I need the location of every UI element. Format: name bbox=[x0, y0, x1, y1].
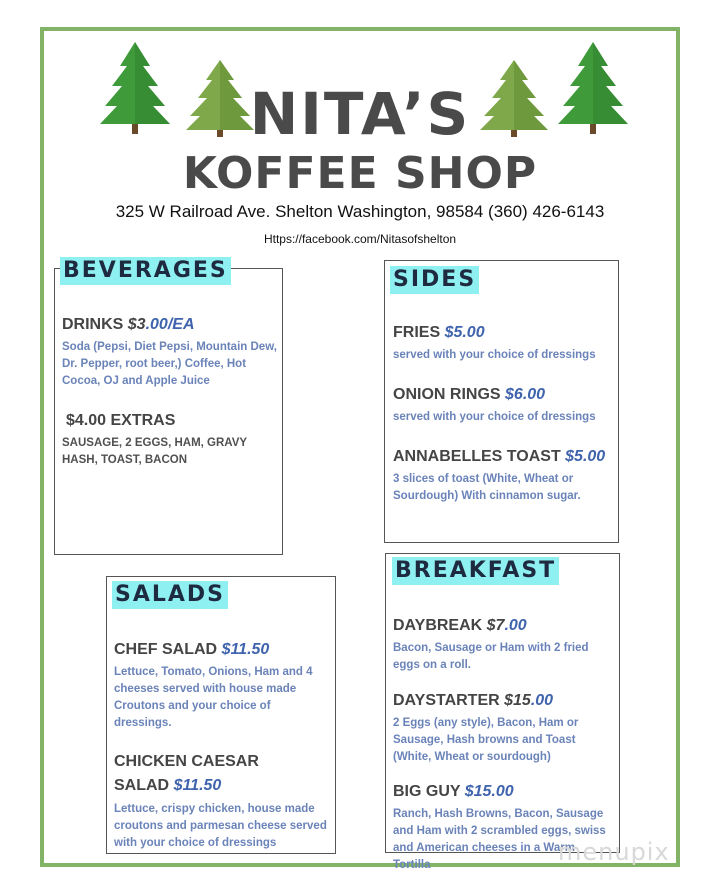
breakfast-price-a: $15.00 bbox=[464, 783, 514, 800]
side-price: $5.00 bbox=[565, 448, 606, 465]
shop-subtitle: KOFFEE SHOP bbox=[182, 148, 538, 199]
watermark: menupix bbox=[558, 838, 670, 866]
salad-name: CHICKEN CAESAR SALAD bbox=[114, 753, 259, 794]
side-name: ANNABELLES TOAST bbox=[393, 448, 566, 465]
breakfast-price-a: $7 bbox=[486, 617, 505, 634]
shop-address: 325 W Railroad Ave. Shelton Washington, 98584 (360) 426-6143 bbox=[115, 202, 605, 221]
breakfast-description: Bacon, Sausage or Ham with 2 fried eggs on a roll. bbox=[393, 642, 589, 671]
breakfast-heading: BREAKFAST bbox=[392, 557, 559, 585]
side-description: served with your choice of dressings bbox=[393, 411, 596, 423]
drinks-description: Soda (Pepsi, Diet Pepsi, Mountain Dew, Dr. Pepper, root beer,) Coffee, Hot Cocoa, OJ and Apple Juice bbox=[62, 341, 277, 387]
drinks-label: DRINKS bbox=[62, 316, 128, 333]
breakfast-price-a: $15 bbox=[504, 692, 531, 709]
extras-label: $4.00 EXTRAS bbox=[66, 412, 176, 429]
breakfast-price-b: .00 bbox=[530, 692, 554, 709]
salad-description: Lettuce, crispy chicken, house made croutons and parmesan cheese served with your choice of dressings bbox=[114, 803, 327, 849]
breakfast-item bbox=[393, 690, 615, 766]
breakfast-description: 2 Eggs (any style), Bacon, Ham or Sausage, Hash browns and Toast (White, Wheat or sourdough) bbox=[393, 717, 579, 763]
side-description: served with your choice of dressings bbox=[393, 349, 596, 361]
breakfast-price-b: .00 bbox=[504, 617, 527, 634]
drinks-price-b: .00/EA bbox=[145, 316, 195, 333]
salad-description: Lettuce, Tomato, Onions, Ham and 4 cheeses served with house made Croutons and your choice of dressings. bbox=[114, 666, 313, 729]
salad-item bbox=[114, 750, 329, 852]
breakfast-item bbox=[393, 615, 615, 674]
salad-name: CHEF SALAD bbox=[114, 641, 222, 658]
shop-title: NITA’S bbox=[249, 80, 471, 148]
side-description: 3 slices of toast (White, Wheat or Sourdough) With cinnamon sugar. bbox=[393, 473, 581, 502]
salad-price: $11.50 bbox=[221, 641, 270, 658]
breakfast-description: Ranch, Hash Browns, Bacon, Sausage and Ham with 2 scrambled eggs, swiss and American cheeses in a Warm Tortilla bbox=[393, 808, 606, 871]
side-price: $6.00 bbox=[505, 386, 546, 403]
salad-price: $11.50 bbox=[173, 777, 222, 794]
salad-item bbox=[114, 639, 329, 732]
facebook-link[interactable]: Https://facebook.com/Nitasofshelton bbox=[263, 232, 457, 246]
extras-description: SAUSAGE, 2 EGGS, HAM, GRAVY HASH, TOAST, BACON bbox=[62, 437, 247, 466]
beverages-heading: BEVERAGES bbox=[60, 257, 231, 285]
side-item bbox=[393, 446, 613, 505]
drinks-price-a: $3 bbox=[127, 316, 146, 333]
sides-heading: SIDES bbox=[390, 266, 479, 294]
extras-item bbox=[62, 410, 277, 469]
side-item bbox=[393, 322, 613, 364]
drinks-item bbox=[62, 314, 277, 390]
side-price: $5.00 bbox=[444, 324, 485, 341]
breakfast-name: BIG GUY bbox=[393, 783, 465, 800]
side-name: FRIES bbox=[393, 324, 445, 341]
salads-heading: SALADS bbox=[112, 581, 228, 609]
breakfast-name: DAYBREAK bbox=[393, 617, 487, 634]
breakfast-name: DAYSTARTER bbox=[393, 692, 505, 709]
side-name: ONION RINGS bbox=[393, 386, 506, 403]
side-item bbox=[393, 384, 613, 426]
